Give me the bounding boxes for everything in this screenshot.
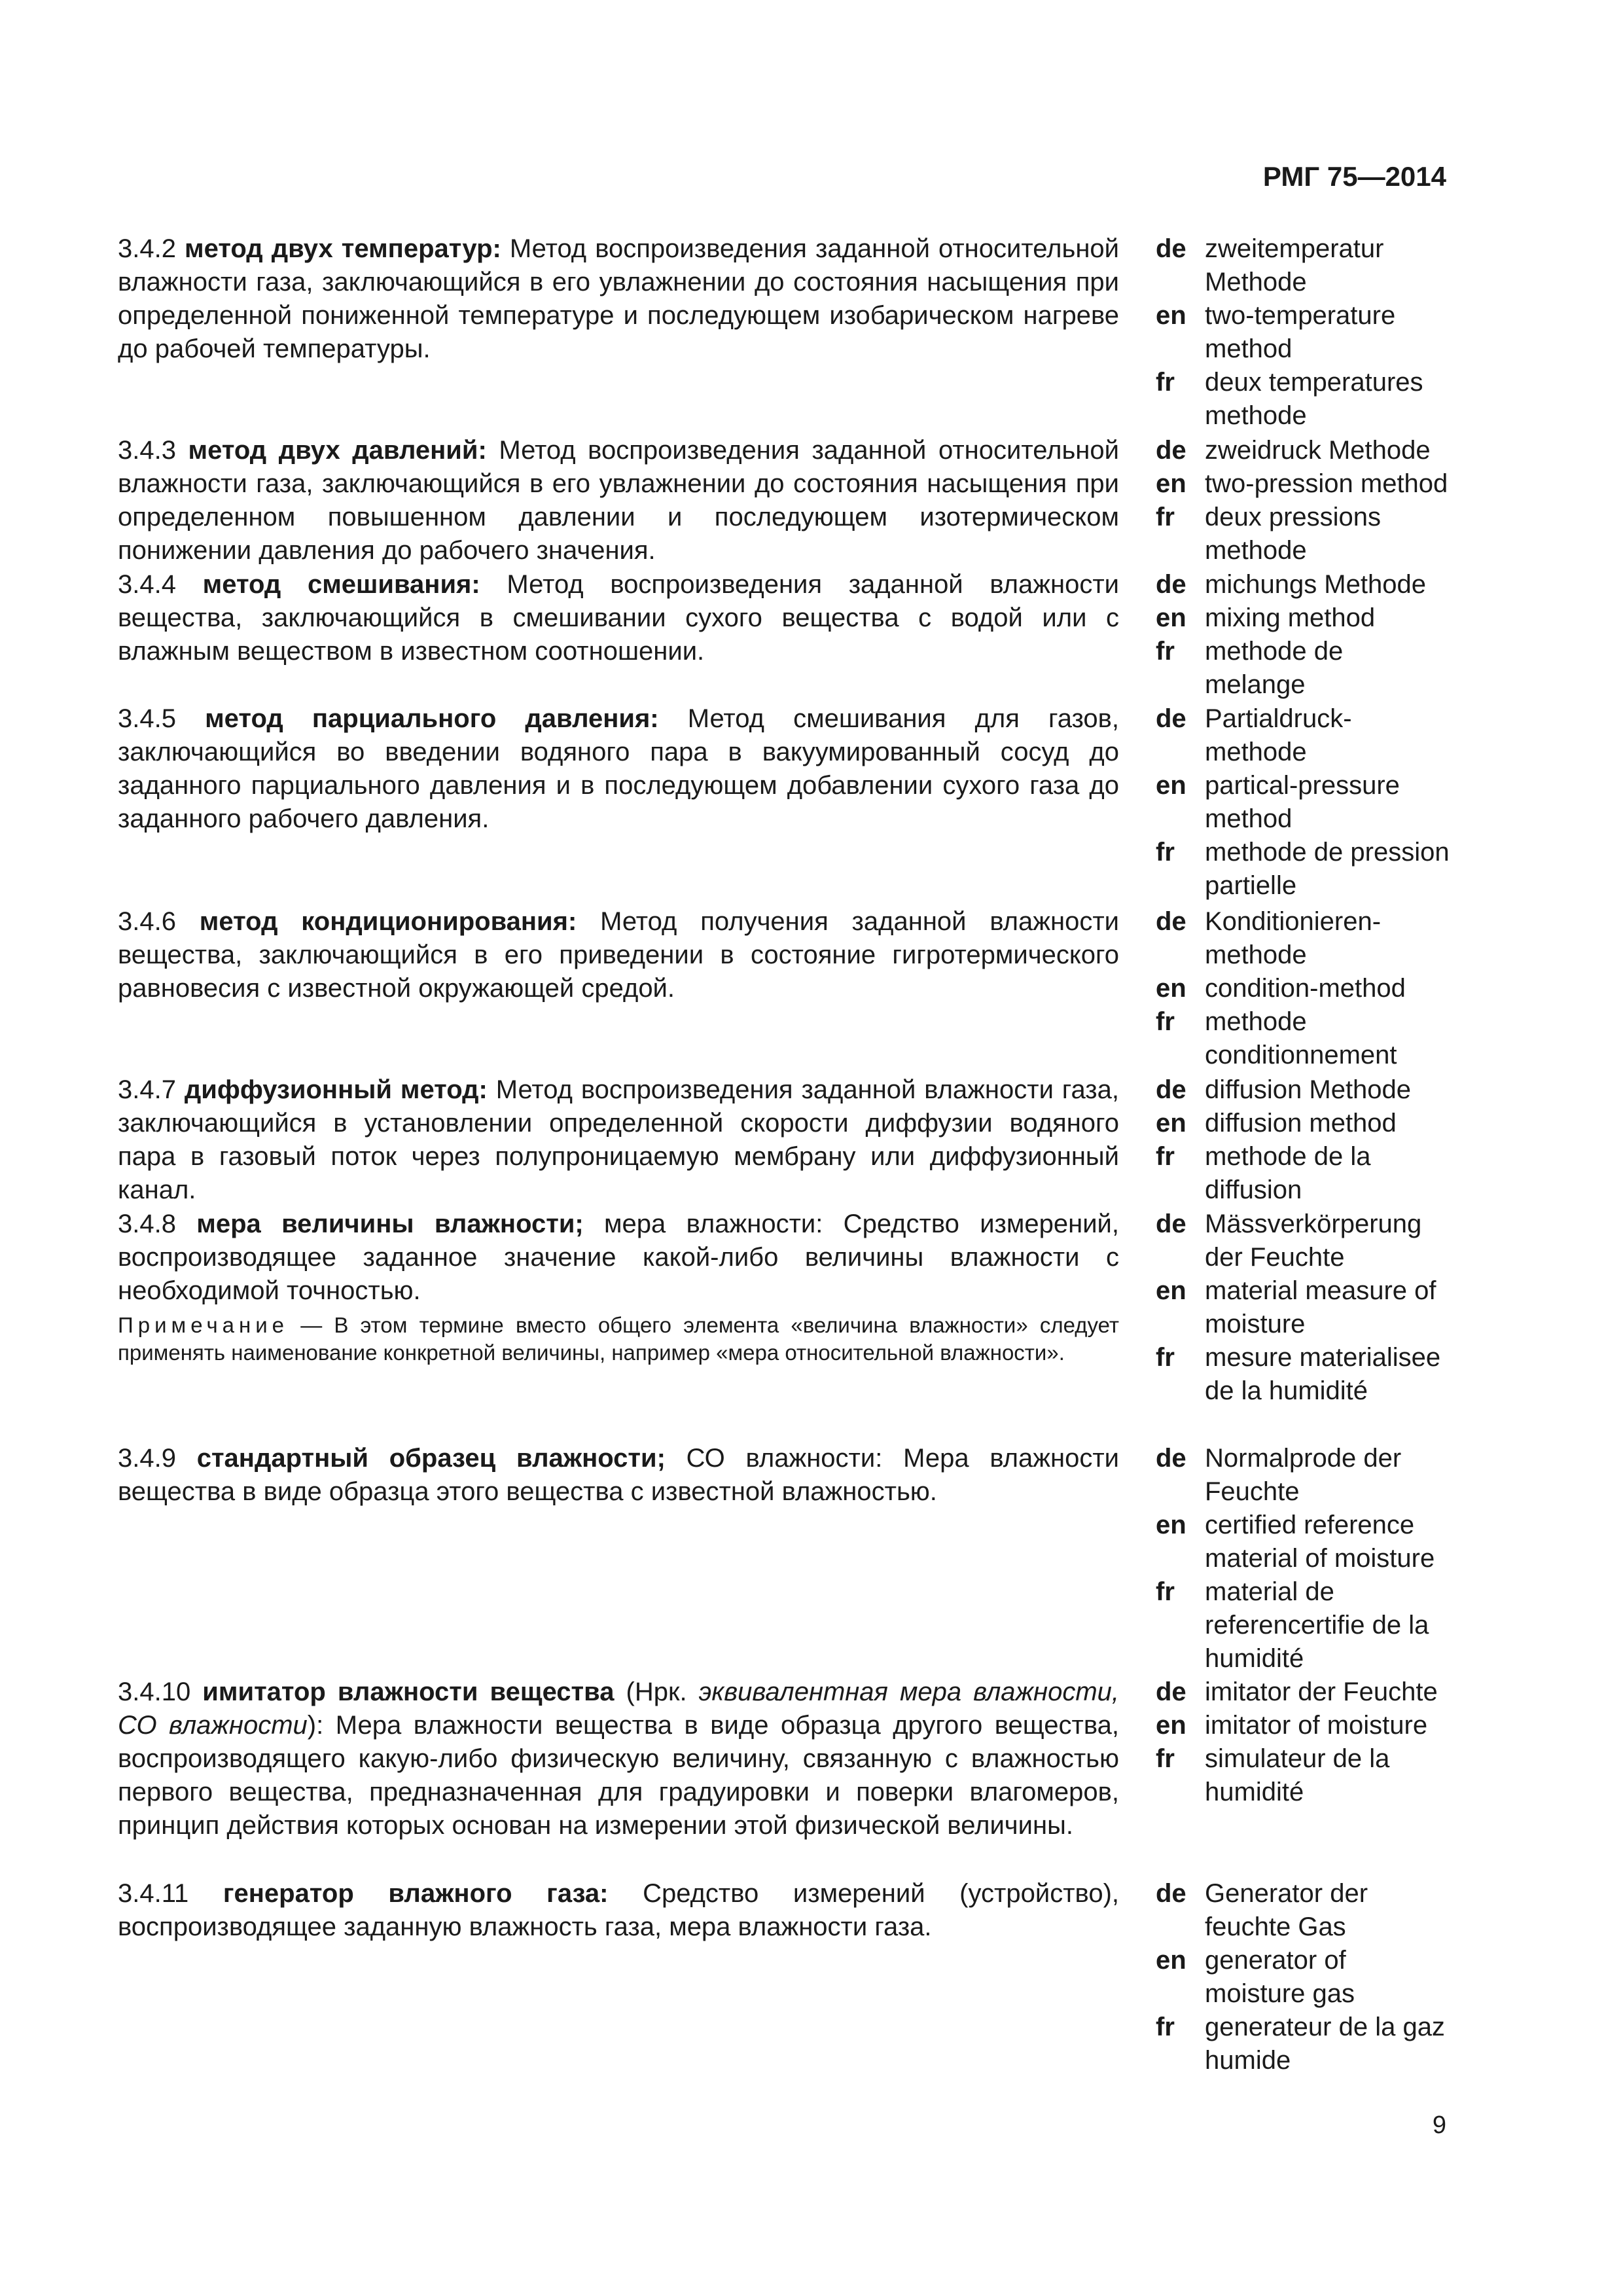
- term-3-4-7: 3.4.7 диффузионный метод: Метод воспроизведения заданной влажности газа, заключающийся в установлении определенной скорости диффузии водяного пара в газовый поток через полупроницаемую мембрану или диффузионный канал.: [118, 1075, 1120, 1204]
- term-3-4-5: 3.4.5 метод парциального давления: Метод смешивания для газов, заключающийся во введении водяного пара в вакуумированный сосуд до заданного парциального давления и в последующем добавлении сухого газа до заданного рабочего давления.: [118, 704, 1119, 833]
- note-3-4-8: Примечание — В этом термине вместо общего элемента «величина влажности» следует применять наименование конкретной величины, например «мера относительной влажности».: [118, 1313, 1119, 1365]
- equivalents-3-4-9: de Normalprode der Feuchte en certified reference material of moisture fr material de referencertifie de la humidité: [1156, 1444, 1435, 1673]
- term-3-4-4: 3.4.4 метод смешивания: Метод воспроизведения заданной влажности вещества, заключающийся в смешивании сухого вещества с водой или с влажным веществом в известном соотношении.: [118, 570, 1119, 666]
- equivalents-3-4-5: de Partialdruck-methode en partical-pressure method fr methode de pression partielle: [1156, 704, 1450, 900]
- term-3-4-2: 3.4.2 метод двух температур: Метод воспроизведения заданной относительной влажности газа, заключающийся в его увлажнении до состояния насыщения при определенной пониженной температуре и последующем изобарическом нагреве до рабочей температуры.: [118, 234, 1120, 363]
- equivalents-3-4-4: de michungs Methode en mixing method fr methode de melange: [1156, 570, 1426, 699]
- term-3-4-3: 3.4.3 метод двух давлений: Метод воспроизведения заданной относительной влажности газа, заключающийся в его увлажнении до состояния насыщения при определенном повышенном давлении и последующем изотермическом понижении давления до рабочего значения.: [118, 436, 1119, 565]
- equivalents-3-4-11: de Generator der feuchte Gas en generator of moisture gas fr generateur de la gaz humide: [1156, 1879, 1445, 2075]
- note-label: Примечание: [118, 1313, 289, 1337]
- page-number: 9: [1432, 2111, 1446, 2139]
- equivalents-3-4-8: de Mässverkörperung der Feuchte en material measure of moisture fr mesure materialisee de la humidité: [1156, 1210, 1441, 1405]
- term-3-4-11: 3.4.11 генератор влажного газа: Средство измерений (устройство), воспроизводящее заданную влажность газа, мера влажности газа.: [118, 1879, 1119, 1941]
- equivalents-3-4-2: de zweitemperatur Methode en two-temperature method fr deux temperatures methode: [1156, 234, 1423, 430]
- equivalents-3-4-6: de Konditionieren-methode en condition-method fr methode conditionnement: [1156, 907, 1406, 1069]
- document-header: РМГ 75—2014: [1262, 161, 1446, 192]
- equivalents-3-4-3: de zweidruck Methode en two-pression method fr deux pressions methode: [1156, 436, 1448, 565]
- term-3-4-8: 3.4.8 мера величины влажности; мера влажности: Средство измерений, воспроизводящее заданное значение какой-либо величины влажности с необходимой точностью.: [118, 1210, 1120, 1305]
- equivalents-3-4-10: de imitator der Feuchte en imitator of moisture fr simulateur de la humidité: [1156, 1677, 1438, 1806]
- equivalents-3-4-7: de diffusion Methode en diffusion method fr methode de la diffusion: [1156, 1075, 1412, 1204]
- term-3-4-9: 3.4.9 стандартный образец влажности; СО влажности: Мера влажности вещества в виде образца этого вещества с известной влажностью.: [118, 1444, 1119, 1506]
- term-3-4-6: 3.4.6 метод кондиционирования: Метод получения заданной влажности вещества, заключающийся в его приведении в состояние гигротермического равновесия с известной окружающей средой.: [118, 907, 1119, 1003]
- term-3-4-10: 3.4.10 имитатор влажности вещества (Нрк. эквивалентная мера влажности, СО влажности): Мера влажности вещества в виде образца другого вещества, воспроизводящего какую-либо физическую величину, связанную с влажностью первого вещества, предназначенная для градуировки и поверки влагомеров, принцип действия которых основан на измерении этой физической величины.: [118, 1677, 1119, 1840]
